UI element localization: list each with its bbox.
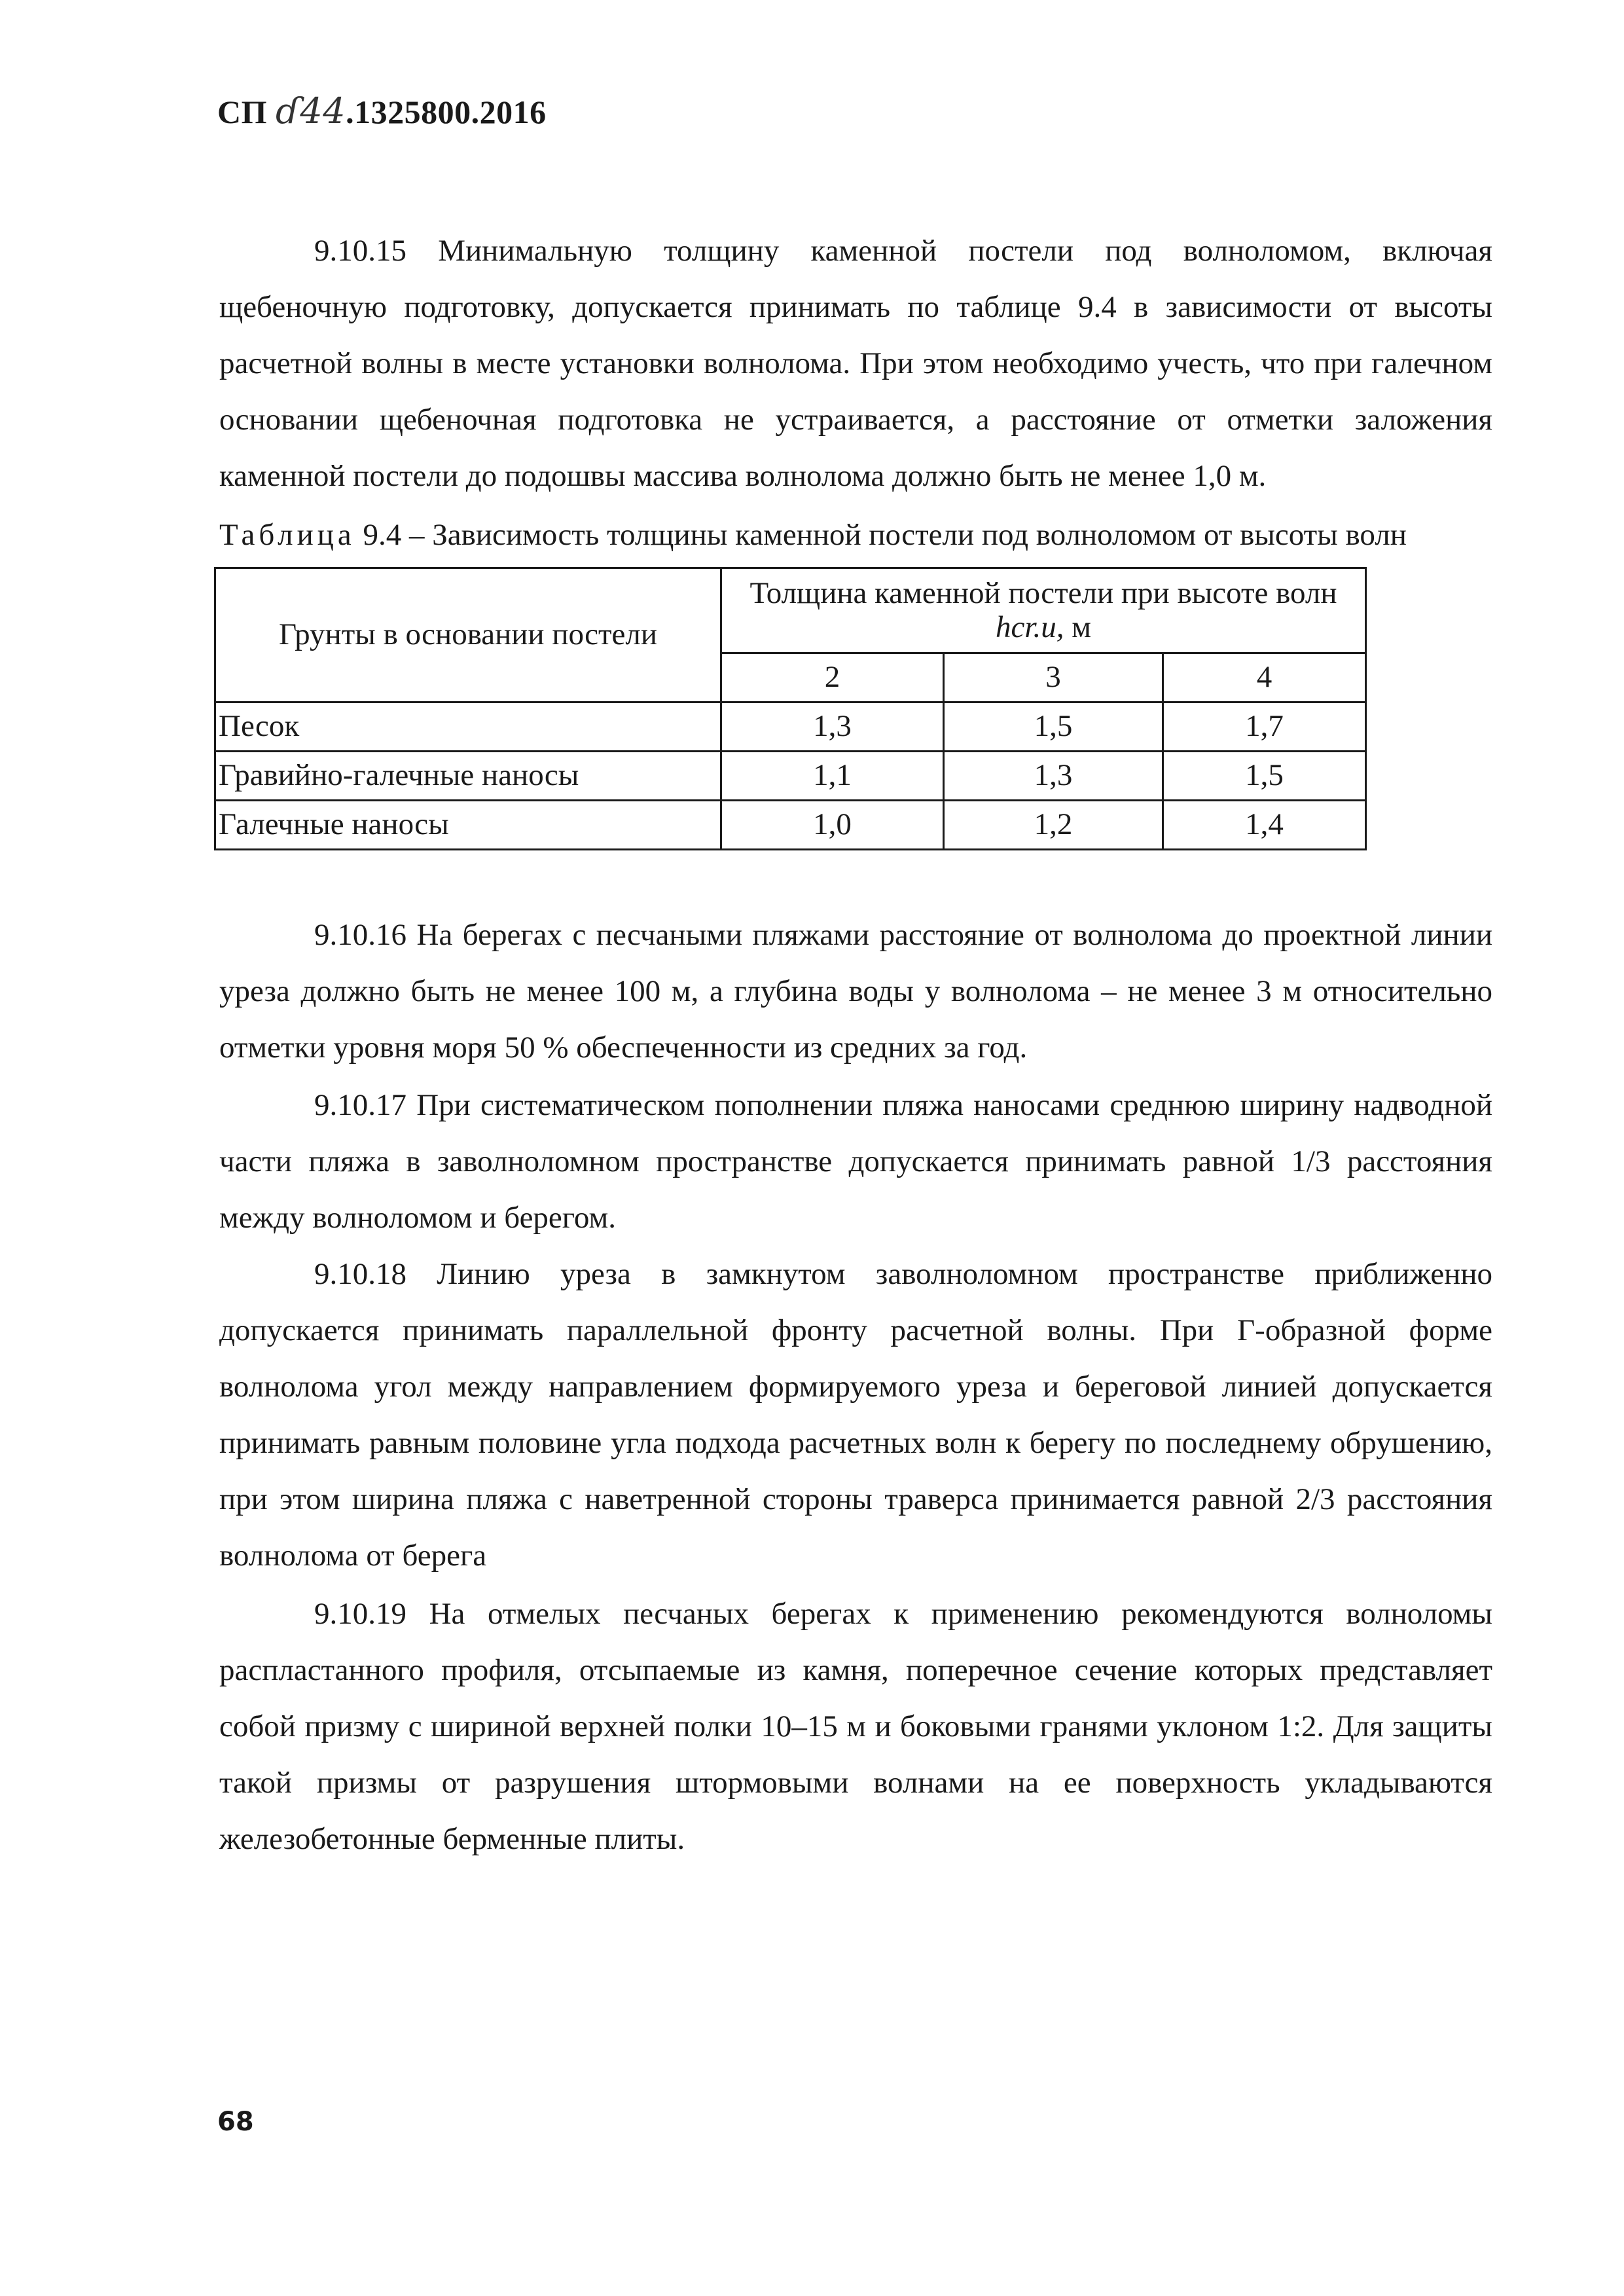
wave-height-cell: 3 xyxy=(944,653,1163,702)
soil-name-cell: Галечные наносы xyxy=(215,801,721,850)
table-caption-text: 9.4 – Зависимость толщины каменной постели под волноломом от высоты волн xyxy=(355,518,1407,552)
paragraph-9-10-17: 9.10.17 При систематическом пополнении пляжа наносами среднюю ширину надводной части пляжа в заволноломном пространстве допускается принимать равной 1/3 расстояния между волноломом и берегом. xyxy=(219,1088,1492,1235)
thickness-cell: 1,5 xyxy=(944,702,1163,752)
table-row xyxy=(215,702,1366,752)
page-number: 68 xyxy=(217,2107,254,2137)
header-thickness xyxy=(721,568,1366,653)
table-caption xyxy=(219,512,1492,558)
document-header xyxy=(217,90,547,132)
wave-height-cell: 2 xyxy=(721,653,944,702)
wave-height-cell: 4 xyxy=(1163,653,1366,702)
thickness-cell: 1,2 xyxy=(944,801,1163,850)
thickness-cell: 1,3 xyxy=(721,702,944,752)
header-thickness-unit: м xyxy=(1064,610,1091,644)
table-caption-label: Таблица xyxy=(219,518,355,552)
paragraph-9-10-19: 9.10.19 На отмелых песчаных берегах к применению рекомендуются волноломы распластанного профиля, отсыпаемые из камня, поперечное сечение которых представляет собой призму с шириной верхней полки 10–15 м и боковыми гранями уклоном 1:2. Для защиты такой призмы от разрушения штормовыми волнами на ее поверхность укладываются железобетонные берменные плиты. xyxy=(219,1597,1492,1856)
header-prefix: СП xyxy=(217,94,267,130)
table-header-row xyxy=(215,568,1366,653)
soil-name-cell: Песок xyxy=(215,702,721,752)
thickness-cell: 1,1 xyxy=(721,752,944,801)
thickness-cell: 1,4 xyxy=(1163,801,1366,850)
header-thickness-symbol: hcr.u, xyxy=(996,610,1064,644)
soil-name-cell: Гравийно-галечные наносы xyxy=(215,752,721,801)
header-thickness-label: Толщина каменной постели при высоте волн xyxy=(749,575,1337,610)
header-suffix: .1325800.2016 xyxy=(346,94,547,130)
thickness-cell: 1,7 xyxy=(1163,702,1366,752)
thickness-cell: 1,3 xyxy=(944,752,1163,801)
table-row xyxy=(215,801,1366,850)
header-soil: Грунты в основании постели xyxy=(215,568,721,702)
thickness-cell: 1,5 xyxy=(1163,752,1366,801)
paragraph-9-10-18: 9.10.18 Линию уреза в замкнутом заволноломном пространстве приближенно допускается принимать параллельной фронту расчетной волны. При Г-образной форме волнолома угол между направлением формируемого уреза и береговой линией допускается принимать равным половине угла подхода расчетных волн к берегу по последнему обрушению, при этом ширина пляжа с наветренной стороны траверса принимается равной 2/3 расстояния волнолома от берега xyxy=(219,1257,1492,1573)
paragraph-9-10-16: 9.10.16 На берегах с песчаными пляжами расстояние от волнолома до проектной линии уреза должно быть не менее 100 м, а глубина воды у волнолома – не менее 3 м относительно отметки уровня моря 50 % обеспеченности из средних за год. xyxy=(219,918,1492,1065)
paragraph-9-10-15: 9.10.15 Минимальную толщину каменной постели под волноломом, включая щебеночную подготовку, допускается принимать по таблице 9.4 в зависимости от высоты расчетной волны в месте установки волнолома. При этом необходимо учесть, что при галечном основании щебеночная подготовка не устраивается, а расстояние от отметки заложения каменной постели до подошвы массива волнолома должно быть не менее 1,0 м. xyxy=(219,234,1492,493)
thickness-table xyxy=(214,567,1367,850)
header-handwritten-number: ɗ44 xyxy=(276,90,346,132)
thickness-cell: 1,0 xyxy=(721,801,944,850)
table-row xyxy=(215,752,1366,801)
